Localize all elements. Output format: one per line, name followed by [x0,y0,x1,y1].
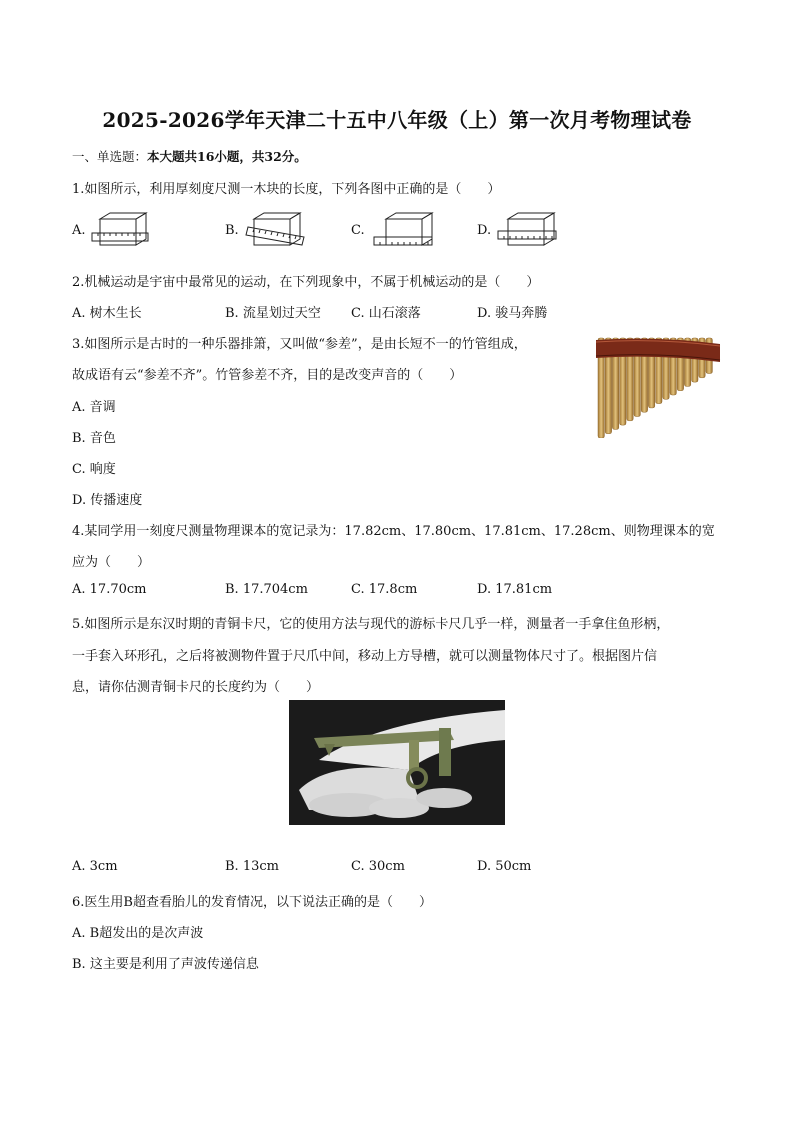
bronze-caliper-photo [289,700,505,825]
q3-stem-line1: 3.如图所示是古时的一种乐器排箫，又叫做“参差”，是由长短不一的竹管组成， [72,337,527,352]
ruler-figure-c [370,211,440,249]
ruler-figure-b [242,209,312,251]
q5-option-d: D. 50cm [477,859,532,874]
q3-option-c: C. 响度 [72,462,116,477]
q3-option-b: B. 音色 [72,431,116,446]
q5-stem-line3: 息，请你估测青铜卡尺的长度约为（ ） [72,680,320,695]
section-prefix: 一、单选题： [72,149,148,164]
q1-option-d: D. [477,223,492,238]
q5-option-a: A. 3cm [72,859,118,874]
q2-stem: 2.机械运动是宇宙中最常见的运动，在下列现象中，不属于机械运动的是（ ） [72,275,540,290]
q4-option-b: B. 17.704cm [225,582,308,597]
q2-option-c: C. 山石滚落 [351,306,421,321]
ruler-figure-d [494,211,564,249]
q3-option-a: A. 音调 [72,400,116,415]
q4-stem-line1: 4.某同学用一刻度尺测量物理课本的宽记录为：17.82cm、17.80cm、17.81cm、17.28cm、则物理课本的宽 [72,524,715,539]
q5-stem-line1: 5.如图所示是东汉时期的青铜卡尺，它的使用方法与现代的游标卡尺几乎一样，测量者一手拿住鱼形柄， [72,617,670,632]
q4-option-a: A. 17.70cm [72,582,147,597]
section-heading [72,147,307,165]
q2-option-a: A. 树木生长 [72,306,142,321]
q2-option-d: D. 骏马奔腾 [477,306,548,321]
page-title: 2025-2026学年天津二十五中八年级（上）第一次月考物理试卷 [102,108,692,132]
q2-option-b: B. 流星划过天空 [225,306,321,321]
q6-option-a: A. B超发出的是次声波 [72,926,204,941]
ruler-figure-a [88,211,158,249]
q5-option-b: B. 13cm [225,859,279,874]
q3-stem-line2: 故成语有云“参差不齐”。竹管参差不齐，目的是改变声音的（ ） [72,368,463,383]
q4-option-c: C. 17.8cm [351,582,418,597]
section-desc: 本大题共16小题，共32分。 [147,149,307,164]
q5-option-c: C. 30cm [351,859,405,874]
q4-option-d: D. 17.81cm [477,582,553,597]
q6-option-b: B. 这主要是利用了声波传递信息 [72,957,259,972]
q4-stem-line2: 应为（ ） [72,555,151,570]
q1-stem: 1.如图所示，利用厚刻度尺测一木块的长度，下列各图中正确的是（ ） [72,182,501,197]
q6-stem: 6.医生用B超查看胎儿的发育情况，以下说法正确的是（ ） [72,895,432,910]
pan-flute-image [594,334,722,438]
q1-option-b: B. [225,223,239,238]
q5-stem-line2: 一手套入环形孔，之后将被测物件置于尺爪中间，移动上方导槽，就可以测量物体尺寸了。根据图片信 [72,649,658,664]
q3-option-d: D. 传播速度 [72,493,143,508]
q1-option-a: A. [72,223,86,238]
q1-option-c: C. [351,223,365,238]
